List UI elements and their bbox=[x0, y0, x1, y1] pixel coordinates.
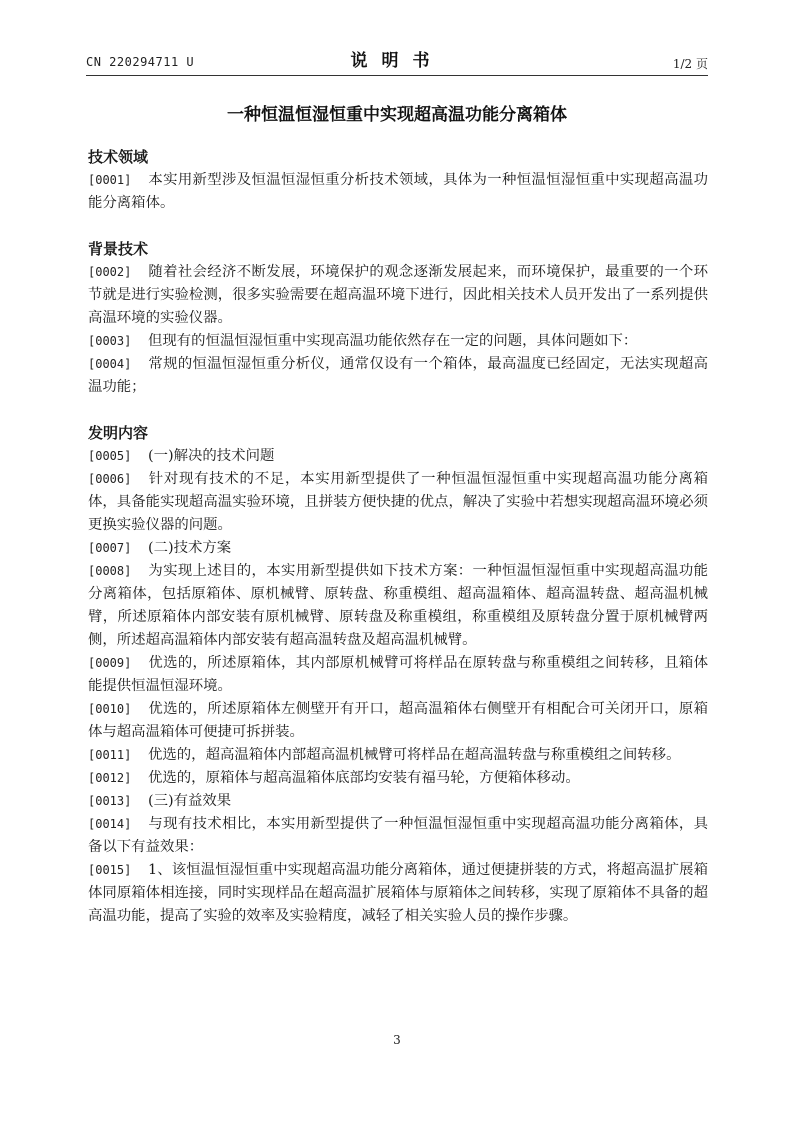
page-number: 3 bbox=[393, 1033, 401, 1047]
paragraph-number: [0003] bbox=[88, 334, 132, 348]
paragraph-number: [0010] bbox=[88, 702, 132, 716]
paragraph-number: [0006] bbox=[88, 472, 132, 486]
paragraph-text: 优选的，所述原箱体，其内部原机械臂可将样品在原转盘与称重模组之间转移，且箱体能提供恒温恒湿环境。 bbox=[88, 655, 708, 694]
paragraph-number: [0004] bbox=[88, 357, 132, 371]
paragraph-text: 针对现有技术的不足，本实用新型提供了一种恒温恒湿恒重中实现超高温功能分离箱体，具备能实现超高温实验环境，且拼装方便快捷的优点，解决了实验中若想实现超高温环境必须更换实验仪器的问题。 bbox=[88, 471, 708, 533]
paragraph-number: [0015] bbox=[88, 863, 132, 877]
paragraph-number: [0005] bbox=[88, 449, 132, 463]
paragraph-text: 但现有的恒温恒湿恒重中实现高温功能依然存在一定的问题，具体问题如下： bbox=[148, 333, 638, 349]
section-heading: 背景技术 bbox=[88, 240, 149, 258]
paragraph-text: 与现有技术相比，本实用新型提供了一种恒温恒湿恒重中实现超高温功能分离箱体，具备以下有益效果： bbox=[88, 816, 708, 855]
header-divider bbox=[86, 75, 708, 76]
paragraph bbox=[88, 859, 708, 928]
paragraph-number: [0013] bbox=[88, 794, 132, 808]
patent-id: CN 220294711 U bbox=[86, 55, 195, 69]
paragraph-text: (一)解决的技术问题 bbox=[148, 448, 275, 464]
paragraph bbox=[88, 537, 708, 560]
paragraph-number: [0001] bbox=[88, 173, 132, 187]
document-title: 一种恒温恒湿恒重中实现超高温功能分离箱体 bbox=[227, 105, 567, 125]
paragraph-number: [0002] bbox=[88, 265, 132, 279]
document-type: 说明书 bbox=[350, 51, 444, 71]
paragraph bbox=[88, 652, 708, 698]
section-heading: 发明内容 bbox=[88, 424, 149, 442]
paragraph-number: [0014] bbox=[88, 817, 132, 831]
paragraph bbox=[88, 330, 708, 353]
paragraph bbox=[88, 560, 708, 652]
paragraph bbox=[88, 445, 708, 468]
paragraph-number: [0011] bbox=[88, 748, 132, 762]
paragraph bbox=[88, 261, 708, 330]
paragraph bbox=[88, 353, 708, 399]
paragraph-text: (二)技术方案 bbox=[148, 540, 232, 556]
paragraph-text: 本实用新型涉及恒温恒湿恒重分析技术领域，具体为一种恒温恒湿恒重中实现超高温功能分离箱体。 bbox=[88, 172, 708, 211]
paragraph-number: [0009] bbox=[88, 656, 132, 670]
paragraph bbox=[88, 790, 708, 813]
paragraph bbox=[88, 169, 708, 215]
paragraph-text: 优选的，超高温箱体内部超高温机械臂可将样品在超高温转盘与称重模组之间转移。 bbox=[148, 747, 681, 763]
paragraph bbox=[88, 744, 708, 767]
paragraph bbox=[88, 468, 708, 537]
paragraph bbox=[88, 767, 708, 790]
section-heading: 技术领域 bbox=[88, 148, 149, 166]
paragraph bbox=[88, 813, 708, 859]
paragraph-number: [0012] bbox=[88, 771, 132, 785]
paragraph bbox=[88, 698, 708, 744]
paragraph-text: 优选的，原箱体与超高温箱体底部均安装有福马轮，方便箱体移动。 bbox=[148, 770, 580, 786]
paragraph-text: 常规的恒温恒湿恒重分析仪，通常仅设有一个箱体，最高温度已经固定，无法实现超高温功能； bbox=[88, 356, 708, 395]
page-header bbox=[86, 44, 708, 74]
paragraph-text: 为实现上述目的，本实用新型提供如下技术方案：一种恒温恒湿恒重中实现超高温功能分离箱体，包括原箱体、原机械臂、原转盘、称重模组、超高温箱体、超高温转盘、超高温机械臂，所述原箱体内部安装有原机械臂、原转盘及称重模组，称重模组及原转盘分置于原机械臂两侧，所述超高温箱体内部安装有超高温转盘及超高温机械臂。 bbox=[88, 563, 708, 648]
paragraph-text: (三)有益效果 bbox=[148, 793, 232, 809]
paragraph-number: [0007] bbox=[88, 541, 132, 555]
paragraph-number: [0008] bbox=[88, 564, 132, 578]
paragraph-text: 1、该恒温恒湿恒重中实现超高温功能分离箱体，通过便捷拼装的方式，将超高温扩展箱体同原箱体相连接，同时实现样品在超高温扩展箱体与原箱体之间转移，实现了原箱体不具备的超高温功能，提高了实验的效率及实验精度，减轻了相关实验人员的操作步骤。 bbox=[88, 862, 708, 924]
paragraph-text: 优选的，所述原箱体左侧壁开有开口，超高温箱体右侧壁开有相配合可关闭开口，原箱体与超高温箱体可便捷可拆拼装。 bbox=[88, 701, 708, 740]
document-body bbox=[88, 146, 708, 928]
page-indicator: 1/2 页 bbox=[672, 57, 708, 71]
paragraph-text: 随着社会经济不断发展，环境保护的观念逐渐发展起来，而环境保护，最重要的一个环节就是进行实验检测，很多实验需要在超高温环境下进行，因此相关技术人员开发出了一系列提供高温环境的实验仪器。 bbox=[88, 264, 708, 326]
